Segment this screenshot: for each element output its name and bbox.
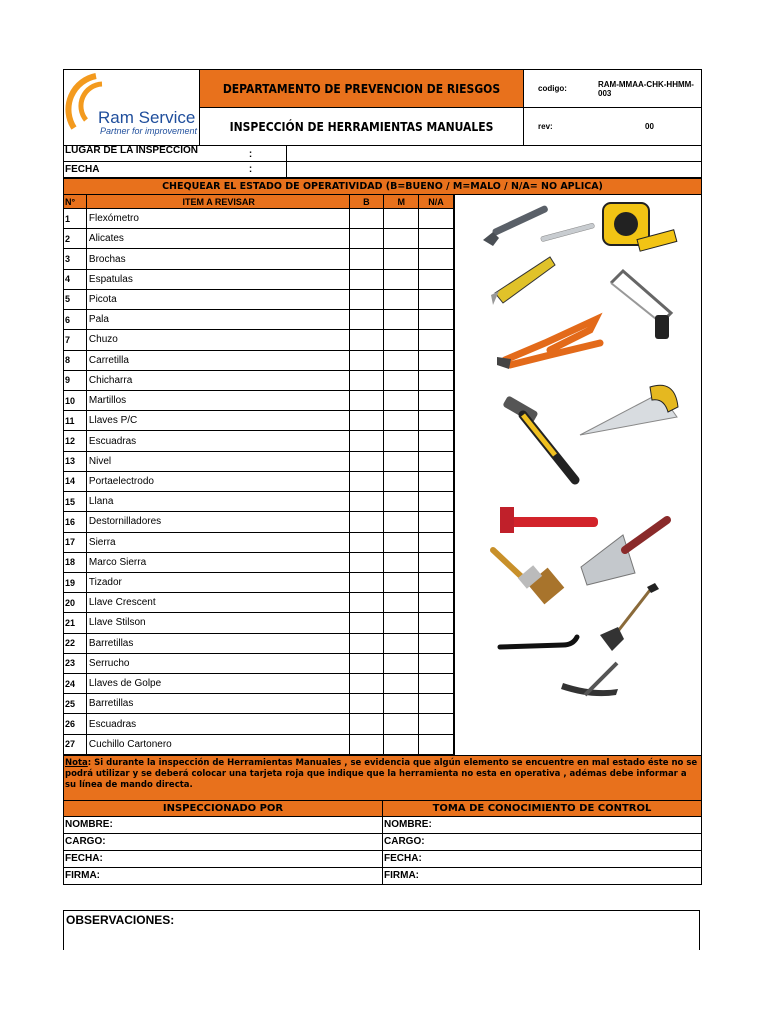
combination-wrench-icon [540,223,594,242]
col-bad: M [384,195,419,209]
item-name: Serrucho [86,653,349,673]
na-checkbox[interactable] [419,350,454,370]
item-number: 11 [64,411,86,431]
item-number: 15 [64,492,86,512]
checklist-grid [63,194,702,755]
na-checkbox[interactable] [419,471,454,491]
na-checkbox[interactable] [419,512,454,532]
table-row [64,492,454,512]
good-checkbox[interactable] [349,694,384,714]
good-checkbox[interactable] [349,532,384,552]
observations-label: OBSERVACIONES: [66,913,175,927]
handsaw-icon [580,385,678,435]
code-value: RAM-MMAA-CHK-HHMM-003 [598,79,694,98]
good-checkbox[interactable] [349,734,384,754]
date-colon: : [248,164,253,175]
bad-checkbox[interactable] [384,653,419,673]
na-checkbox[interactable] [419,633,454,653]
code-label: codigo: [538,84,567,93]
na-checkbox[interactable] [419,330,454,350]
table-row [64,471,454,491]
table-row [64,674,454,694]
inspector-signature-field[interactable]: FIRMA: [64,868,383,884]
item-number: 23 [64,653,86,673]
item-name: Chicharra [86,370,349,390]
signature-section [63,800,702,885]
logo-tagline: Partner for improvement [100,126,198,136]
bad-checkbox[interactable] [384,532,419,552]
na-checkbox[interactable] [419,289,454,309]
bad-checkbox[interactable] [384,330,419,350]
shovel-icon [600,583,659,651]
bad-checkbox[interactable] [384,492,419,512]
checklist-table [64,195,454,755]
controller-name-field[interactable]: NOMBRE: [384,819,432,830]
table-row [64,572,454,592]
bad-checkbox[interactable] [384,734,419,754]
bad-checkbox[interactable] [384,714,419,734]
item-name: Cuchillo Cartonero [86,734,349,754]
good-checkbox[interactable] [349,512,384,532]
inspector-name-field[interactable]: NOMBRE: [64,817,383,833]
table-row [64,532,454,552]
item-number: 16 [64,512,86,532]
item-name: Tizador [86,572,349,592]
bad-checkbox[interactable] [384,694,419,714]
date-label: FECHA [65,164,100,175]
good-checkbox[interactable] [349,572,384,592]
good-checkbox[interactable] [349,633,384,653]
item-name: Picota [86,289,349,309]
bad-checkbox[interactable] [384,229,419,249]
bad-checkbox[interactable] [384,350,419,370]
good-checkbox[interactable] [349,370,384,390]
table-row [64,289,454,309]
pliers-icon [497,320,600,369]
inspector-position-field[interactable]: CARGO: [64,834,383,850]
na-checkbox[interactable] [419,269,454,289]
item-name: Sierra [86,532,349,552]
na-checkbox[interactable] [419,209,454,229]
na-checkbox[interactable] [419,431,454,451]
bad-checkbox[interactable] [384,572,419,592]
department-title: DEPARTAMENTO DE PREVENCION DE RIESGOS [200,70,523,108]
tape-measure-icon [603,203,677,251]
na-checkbox[interactable] [419,734,454,754]
table-row [64,310,454,330]
item-name: Alicates [86,229,349,249]
table-row [64,209,454,229]
na-checkbox[interactable] [419,572,454,592]
na-checkbox[interactable] [419,653,454,673]
good-checkbox[interactable] [349,310,384,330]
acknowledgment-header: TOMA DE CONOCIMIENTO DE CONTROL [383,801,701,816]
good-checkbox[interactable] [349,492,384,512]
location-field[interactable] [286,146,701,161]
na-checkbox[interactable] [419,714,454,734]
item-number: 26 [64,714,86,734]
item-number: 7 [64,330,86,350]
note-text: : Si durante la inspección de Herramientas Manuales , se evidencia que algún elemento se encuentre en mal estado éste no se podrá utilizar y se deberá colocar una tarjeta roja que indique que la herramienta no esta en operativa , adémas debe informar a su línea de mando directa. [65,758,698,790]
good-checkbox[interactable] [349,674,384,694]
item-number: 6 [64,310,86,330]
bad-checkbox[interactable] [384,209,419,229]
na-checkbox[interactable] [419,249,454,269]
item-number: 4 [64,269,86,289]
col-na: N/A [419,195,454,209]
na-checkbox[interactable] [419,451,454,471]
putty-knife-icon [581,520,667,585]
note-label: Nota [65,758,88,768]
box-cutter-icon [491,257,555,305]
controller-position-field[interactable]: CARGO: [384,836,425,847]
item-name: Llaves P/C [86,411,349,431]
wrench-icon [483,205,549,246]
item-name: Flexómetro [86,209,349,229]
item-name: Pala [86,310,349,330]
na-checkbox[interactable] [419,694,454,714]
tool-illustrations [454,195,701,755]
inspection-info [63,145,702,178]
item-number: 5 [64,289,86,309]
bad-checkbox[interactable] [384,370,419,390]
form-header [63,69,702,145]
note-box [63,755,702,800]
item-number: 14 [64,471,86,491]
bad-checkbox[interactable] [384,310,419,330]
pickaxe-icon [561,663,618,696]
good-checkbox[interactable] [349,289,384,309]
table-row [64,330,454,350]
good-checkbox[interactable] [349,431,384,451]
logo-name: Ram Service [98,108,196,127]
item-name: Escuadras [86,431,349,451]
table-row [64,613,454,633]
na-checkbox[interactable] [419,229,454,249]
item-number: 10 [64,390,86,410]
table-row [64,370,454,390]
item-number: 24 [64,674,86,694]
item-number: 3 [64,249,86,269]
good-checkbox[interactable] [349,593,384,613]
bad-checkbox[interactable] [384,512,419,532]
item-number: 8 [64,350,86,370]
bad-checkbox[interactable] [384,411,419,431]
item-number: 25 [64,694,86,714]
item-name: Llave Crescent [86,593,349,613]
good-checkbox[interactable] [349,249,384,269]
hammer-icon [502,395,575,480]
bad-checkbox[interactable] [384,289,419,309]
item-number: 2 [64,229,86,249]
check-instructions: CHEQUEAR EL ESTADO DE OPERATIVIDAD (B=BUENO / M=MALO / N/A= NO APLICA) [63,178,702,194]
item-name: Barretillas [86,633,349,653]
good-checkbox[interactable] [349,411,384,431]
item-number: 19 [64,572,86,592]
na-checkbox[interactable] [419,310,454,330]
item-name: Marco Sierra [86,552,349,572]
good-checkbox[interactable] [349,714,384,734]
inspection-form [63,69,702,885]
paintbrush-icon [493,550,564,604]
item-number: 1 [64,209,86,229]
na-checkbox[interactable] [419,613,454,633]
table-row [64,512,454,532]
na-checkbox[interactable] [419,390,454,410]
date-field[interactable] [286,162,701,177]
item-number: 27 [64,734,86,754]
table-row [64,451,454,471]
controller-date-field[interactable]: FECHA: [384,853,422,864]
na-checkbox[interactable] [419,552,454,572]
bad-checkbox[interactable] [384,552,419,572]
item-number: 13 [64,451,86,471]
item-name: Brochas [86,249,349,269]
good-checkbox[interactable] [349,613,384,633]
item-number: 17 [64,532,86,552]
item-number: 21 [64,613,86,633]
bad-checkbox[interactable] [384,633,419,653]
table-row [64,249,454,269]
table-row [64,229,454,249]
item-name: Espatulas [86,269,349,289]
good-checkbox[interactable] [349,471,384,491]
item-name: Escuadras [86,714,349,734]
bad-checkbox[interactable] [384,593,419,613]
table-row [64,431,454,451]
table-row [64,269,454,289]
item-number: 9 [64,370,86,390]
na-checkbox[interactable] [419,532,454,552]
bad-checkbox[interactable] [384,451,419,471]
item-number: 20 [64,593,86,613]
bad-checkbox[interactable] [384,249,419,269]
item-number: 22 [64,633,86,653]
table-row [64,552,454,572]
table-row [64,350,454,370]
controller-signature-field[interactable]: FIRMA: [384,870,419,881]
col-good: B [349,195,384,209]
table-row [64,653,454,673]
good-checkbox[interactable] [349,330,384,350]
rev-label: rev: [538,122,553,131]
item-number: 12 [64,431,86,451]
inspector-date-field[interactable]: FECHA: [64,851,383,867]
good-checkbox[interactable] [349,229,384,249]
good-checkbox[interactable] [349,269,384,289]
item-name: Portaelectrodo [86,471,349,491]
table-row [64,593,454,613]
na-checkbox[interactable] [419,492,454,512]
table-row [64,734,454,754]
good-checkbox[interactable] [349,451,384,471]
item-name: Martillos [86,390,349,410]
bad-checkbox[interactable] [384,269,419,289]
good-checkbox[interactable] [349,209,384,229]
location-colon: : [248,149,253,160]
item-name: Nivel [86,451,349,471]
good-checkbox[interactable] [349,552,384,572]
bad-checkbox[interactable] [384,674,419,694]
pipe-wrench-icon [500,507,598,533]
good-checkbox[interactable] [349,350,384,370]
bad-checkbox[interactable] [384,613,419,633]
location-label: LUGAR DE LA INSPECCIÓN [65,146,198,156]
bad-checkbox[interactable] [384,431,419,451]
bad-checkbox[interactable] [384,471,419,491]
item-number: 18 [64,552,86,572]
form-title: INSPECCIÓN DE HERRAMIENTAS MANUALES [229,119,494,134]
item-name: Llana [86,492,349,512]
good-checkbox[interactable] [349,653,384,673]
col-number: N° [64,195,86,209]
inspected-by-header: INSPECCIONADO POR [64,801,383,816]
na-checkbox[interactable] [419,674,454,694]
table-row [64,714,454,734]
table-row [64,390,454,410]
table-row [64,694,454,714]
hacksaw-icon [611,271,671,339]
item-name: Carretilla [86,350,349,370]
rev-value: 00 [645,122,654,131]
company-logo [64,70,200,145]
col-item: ITEM A REVISAR [86,195,349,209]
table-row [64,411,454,431]
observations-box[interactable] [63,910,700,950]
item-name: Barretillas [86,694,349,714]
crowbar-icon [500,637,577,647]
item-name: Llaves de Golpe [86,674,349,694]
table-row [64,633,454,653]
na-checkbox[interactable] [419,370,454,390]
good-checkbox[interactable] [349,390,384,410]
item-name: Llave Stilson [86,613,349,633]
item-name: Destornilladores [86,512,349,532]
na-checkbox[interactable] [419,411,454,431]
item-name: Chuzo [86,330,349,350]
bad-checkbox[interactable] [384,390,419,410]
na-checkbox[interactable] [419,593,454,613]
